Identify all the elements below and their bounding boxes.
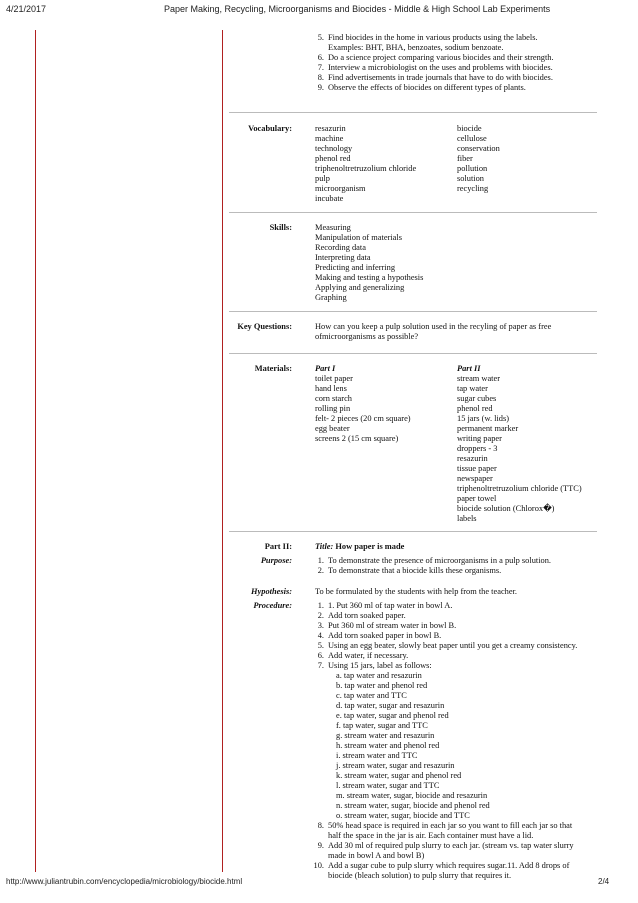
item-text: made in bowl A and bowl B) (328, 851, 425, 860)
material-item: writing paper (457, 434, 502, 443)
item-number: 4. (317, 631, 324, 640)
jar-label-item: m. stream water, sugar, biocide and resazurin (336, 791, 488, 800)
material-item: toilet paper (315, 374, 353, 383)
item-number (310, 43, 328, 53)
purpose-list (310, 556, 551, 576)
vocabulary-term: technology (315, 144, 353, 153)
skill-item: Measuring (315, 223, 351, 232)
item-text: Find biocides in the home in various products using the labels. (328, 33, 538, 42)
section-divider (229, 531, 597, 532)
section-divider (229, 311, 597, 312)
item-text: Interview a microbiologist on the uses and problems with biocides. (328, 63, 553, 72)
question-line: ofmicroorganisms as possible? (315, 332, 419, 341)
item-text: Find advertisements in trade journals that have to do with biocides. (328, 73, 553, 82)
skills-list (315, 223, 423, 303)
procedure-step (310, 611, 577, 621)
jar-label-item: g. stream water and resazurin (336, 731, 435, 740)
vocabulary-term: microorganism (315, 184, 366, 193)
procedure-step (310, 821, 577, 831)
item-number: 9. (317, 841, 324, 850)
section-divider (229, 353, 597, 354)
item-number: 6. (317, 53, 324, 62)
skill-item: Making and testing a hypothesis (315, 273, 424, 282)
purpose-item (310, 556, 551, 566)
material-item: biocide solution (Chlorox�) (457, 504, 555, 513)
item-number: 8. (317, 821, 324, 830)
materials-part2 (457, 364, 582, 523)
procedure-step (310, 621, 577, 631)
material-item: 15 jars (w. lids) (457, 414, 510, 423)
item-number: 7. (317, 63, 324, 72)
material-item: egg beater (315, 424, 350, 433)
procedure-step (310, 841, 577, 851)
jar-label-item: f. tap water, sugar and TTC (336, 721, 428, 730)
vocabulary-term: fiber (457, 154, 473, 163)
material-item: corn starch (315, 394, 352, 403)
vocabulary-column-1 (315, 124, 416, 204)
procedure-label: Procedure: (253, 601, 292, 610)
list-item (310, 43, 554, 53)
material-item: triphenoltretruzolium chloride (TTC) (457, 484, 582, 493)
activity-list (310, 33, 554, 93)
item-number: 8. (317, 73, 324, 82)
page-number: 2/4 (598, 877, 610, 886)
item-number: 1. (317, 556, 324, 565)
jar-label-item: d. tap water, sugar and resazurin (336, 701, 445, 710)
item-text: Add 30 ml of required pulp slurry to each jar. (stream vs. tap water slurry (328, 841, 574, 850)
skill-item: Manipulation of materials (315, 233, 402, 242)
key-questions-label: Key Questions: (237, 322, 292, 331)
footer-url: http://www.juliantrubin.com/encyclopedia/microbiology/biocide.html (6, 877, 243, 886)
print-date: 4/21/2017 (6, 4, 47, 14)
material-item: stream water (457, 374, 501, 383)
vocabulary-term: phenol red (315, 154, 351, 163)
material-item: newspaper (457, 474, 493, 483)
jar-label-item: n. stream water, sugar, biocide and phenol red (336, 801, 490, 810)
purpose-item (310, 566, 551, 576)
material-item: rolling pin (315, 404, 351, 413)
hypothesis-text: To be formulated by the students with help from the teacher. (315, 587, 517, 596)
item-text: Add a sugar cube to pulp slurry which requires sugar.11. Add 8 drops of (328, 861, 570, 870)
procedure-step (310, 661, 577, 671)
materials-part2-title: Part II (457, 364, 481, 373)
vocabulary-term: cellulose (457, 134, 487, 143)
vocabulary-column-2 (457, 124, 500, 194)
item-number (310, 871, 328, 881)
item-number (310, 851, 328, 861)
jar-label-item: a. tap water and resazurin (336, 671, 422, 680)
item-number: 5. (317, 641, 324, 650)
skill-item: Interpreting data (315, 253, 371, 262)
skill-item: Applying and generalizing (315, 283, 405, 292)
item-text: biocide (bleach solution) to pulp slurry that requires it. (328, 871, 512, 880)
purpose-label: Purpose: (260, 556, 292, 565)
vocabulary-term: pollution (457, 164, 488, 173)
list-item (310, 53, 554, 63)
jar-label-item: i. stream water and TTC (336, 751, 418, 760)
item-number: 5. (317, 33, 324, 42)
item-number: 6. (317, 651, 324, 660)
experiment-title: How paper is made (335, 542, 405, 551)
item-number: 1. (317, 601, 324, 610)
materials-part1-title: Part I (315, 364, 336, 373)
jar-label-item: j. stream water, sugar and resazurin (336, 761, 455, 770)
item-number: 2. (317, 611, 324, 620)
procedure-step (310, 601, 577, 611)
item-text: Do a science project comparing various biocides and their strength. (328, 53, 554, 62)
material-item: phenol red (457, 404, 493, 413)
item-text: 1. Put 360 ml of tap water in bowl A. (328, 601, 453, 610)
vocabulary-term: resazurin (315, 124, 346, 133)
item-text: Using an egg beater, slowly beat paper until you get a creamy consistency. (328, 641, 578, 650)
procedure-step (310, 641, 577, 651)
part2-label: Part II: (264, 542, 292, 551)
material-item: felt- 2 pieces (20 cm square) (315, 414, 411, 423)
list-item (310, 73, 554, 83)
skills-label: Skills: (269, 223, 292, 232)
section-divider (229, 112, 597, 113)
vocabulary-term: machine (315, 134, 344, 143)
hypothesis-label: Hypothesis: (251, 587, 292, 596)
skill-item: Recording data (315, 243, 366, 252)
item-text: Add torn soaked paper in bowl B. (328, 631, 442, 640)
vocabulary-term: conservation (457, 144, 500, 153)
material-item: tap water (457, 384, 488, 393)
title-label: Title: (315, 542, 334, 551)
item-text: To demonstrate the presence of microorganisms in a pulp solution. (328, 556, 552, 565)
procedure-step (310, 651, 577, 661)
item-text: 50% head space is required in each jar so you want to fill each jar so that (328, 821, 573, 830)
item-number: 10. (313, 861, 324, 870)
margin-rule-left (35, 30, 36, 872)
vocabulary-term: pulp (315, 174, 330, 183)
item-number: 3. (317, 621, 324, 630)
procedure-step (310, 851, 577, 861)
materials-part1 (315, 364, 411, 443)
list-item (310, 83, 554, 93)
jar-label-item: o. stream water, sugar, biocide and TTC (336, 811, 470, 820)
material-item: screens 2 (15 cm square) (315, 434, 399, 443)
material-item: labels (457, 514, 477, 523)
procedure-step (310, 861, 577, 871)
vocabulary-term: triphenoltretruzolium chloride (315, 164, 417, 173)
procedure-step (310, 831, 577, 841)
skill-item: Graphing (315, 293, 347, 302)
procedure-list (310, 601, 577, 881)
vocabulary-term: solution (457, 174, 484, 183)
vocabulary-term: biocide (457, 124, 482, 133)
key-questions-text (315, 322, 551, 342)
material-item: sugar cubes (457, 394, 497, 403)
procedure-step (310, 631, 577, 641)
vocabulary-label: Vocabulary: (248, 124, 292, 133)
procedure-step (310, 871, 577, 881)
materials-label: Materials: (254, 364, 292, 373)
item-text: half the space in the jar is air. Each container must have a lid. (328, 831, 534, 840)
item-text: Observe the effects of biocides on different types of plants. (328, 83, 526, 92)
vocabulary-term: recycling (457, 184, 489, 193)
jar-label-item: e. tap water, sugar and phenol red (336, 711, 449, 720)
item-number: 7. (317, 661, 324, 670)
list-item (310, 63, 554, 73)
jar-label-item: h. stream water and phenol red (336, 741, 440, 750)
item-number: 9. (317, 83, 324, 92)
jar-label-item: k. stream water, sugar and phenol red (336, 771, 462, 780)
material-item: resazurin (457, 454, 488, 463)
jar-label-item: b. tap water and phenol red (336, 681, 428, 690)
material-item: droppers - 3 (457, 444, 498, 453)
jar-label-item: l. stream water, sugar and TTC (336, 781, 440, 790)
material-item: hand lens (315, 384, 347, 393)
margin-rule-inner (222, 30, 223, 872)
item-number (310, 831, 328, 841)
material-item: paper towel (457, 494, 497, 503)
page-header-title: Paper Making, Recycling, Microorganisms and Biocides - Middle & High School Lab Experiments (164, 4, 551, 14)
part2-title-line (315, 542, 404, 552)
material-item: permanent marker (457, 424, 519, 433)
list-item (310, 33, 554, 43)
question-line: How can you keep a pulp solution used in the recyling of paper as free (315, 322, 552, 331)
item-text: Add torn soaked paper. (328, 611, 406, 620)
material-item: tissue paper (457, 464, 497, 473)
item-text: Add water, if necessary. (328, 651, 409, 660)
section-divider (229, 212, 597, 213)
vocabulary-term: incubate (315, 194, 344, 203)
skill-item: Predicting and inferring (315, 263, 396, 272)
item-text: Using 15 jars, label as follows: (328, 661, 432, 670)
item-text: To demonstrate that a biocide kills these organisms. (328, 566, 502, 575)
item-text: Put 360 ml of stream water in bowl B. (328, 621, 457, 630)
jar-label-item: c. tap water and TTC (336, 691, 407, 700)
item-number: 2. (317, 566, 324, 575)
item-text: Examples: BHT, BHA, benzoates, sodium benzoate. (328, 43, 504, 52)
